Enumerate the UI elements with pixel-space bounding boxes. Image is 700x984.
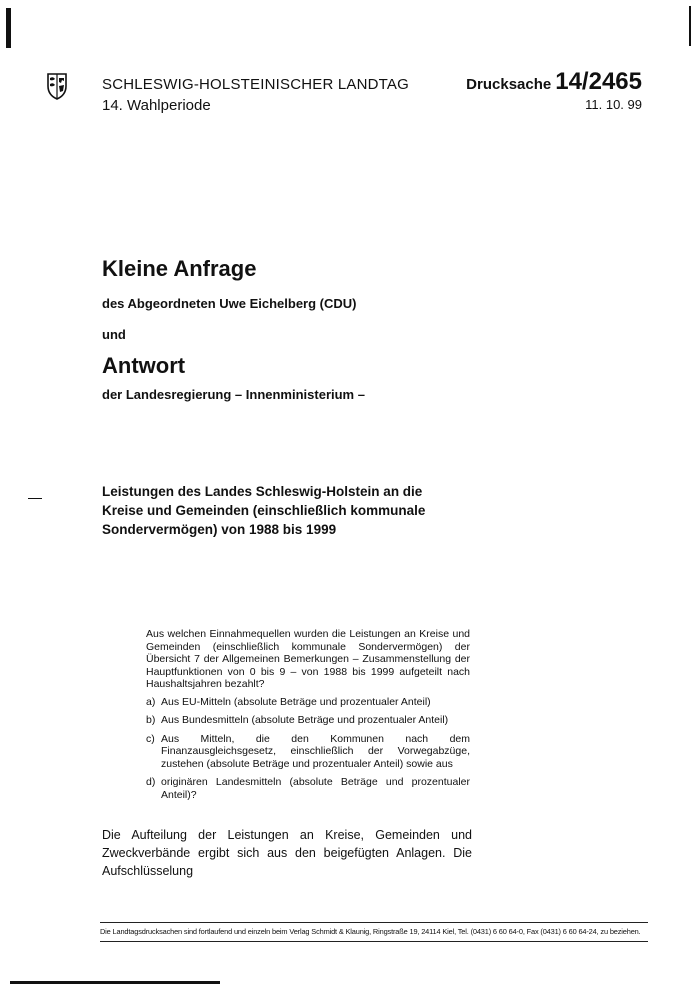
footer-rule-bottom (100, 941, 648, 942)
scan-mark-right (689, 6, 691, 46)
scan-mark-left (6, 8, 11, 48)
question-item-letter: c) (146, 732, 155, 745)
question-item-text: Aus EU-Mitteln (absolute Beträge und prozentualer Anteil) (161, 695, 431, 708)
question-item-text: originären Landesmitteln (absolute Beträge und prozentualer Anteil)? (161, 776, 470, 801)
conjunction: und (102, 327, 126, 342)
legislative-period: 14. Wahlperiode (102, 97, 211, 114)
title-answer: Antwort (102, 353, 186, 378)
question-item (146, 714, 470, 727)
question-item (146, 776, 470, 801)
margin-dash (28, 498, 42, 499)
respondent-line: der Landesregierung – Innenministerium – (102, 387, 365, 402)
footer-rule-top (100, 922, 648, 923)
question-item-letter: a) (146, 695, 156, 708)
document-date: 11. 10. 99 (585, 97, 642, 112)
parliament-name: SCHLESWIG-HOLSTEINISCHER LANDTAG (102, 76, 410, 93)
question-item-text: Aus Bundesmitteln (absolute Beträge und prozentualer Anteil) (161, 714, 449, 726)
question-intro: Aus welchen Einnahmequellen wurden die Leistungen an Kreise und Gemeinden (einschließlich kommunale Sondervermögen) der Übersicht 7 der Allgemeinen Bemerkungen – Zusammenstellung der Hauptfunktionen von 0 bis 9 – von 1988 bis 1999 aufgeteilt nach Haushaltsjahren bezahlt? (146, 628, 470, 690)
question-item (146, 696, 470, 709)
question-item-letter: d) (146, 776, 156, 788)
drucksache-label: Drucksache (466, 76, 552, 93)
subject-heading: Leistungen des Landes Schleswig-Holstein an die Kreise und Gemeinden (einschließlich kommunale Sondervermögen) von 1988 bis 1999 (102, 484, 426, 537)
title-request: Kleine Anfrage (102, 256, 257, 281)
drucksache-number: 14/2465 (555, 68, 642, 95)
question-item-letter: b) (146, 714, 156, 726)
question-item (146, 733, 470, 771)
question-block (146, 628, 470, 807)
footer-note: Die Landtagsdrucksachen sind fortlaufend und einzeln beim Verlag Schmidt & Klaunig, Ringstraße 19, 24114 Kiel, Tel. (0431) 6 60 64-0, Fax (0431) 6 60 64-24, zu beziehen. (100, 927, 641, 936)
coat-of-arms-logo (46, 72, 68, 100)
question-item-text: Aus Mitteln, die den Kommunen nach dem Finanzausgleichsgesetz, einschließlich der Vorwegabzüge, zustehen (absolute Beträge und prozentualer Anteil) sowie aus (161, 732, 470, 770)
drucksache-reference (466, 68, 642, 96)
answer-text: Die Aufteilung der Leistungen an Kreise, Gemeinden und Zweckverbände ergibt sich aus den beigefügten Anlagen. Die Aufschlüsselung (102, 828, 472, 878)
author-line: des Abgeordneten Uwe Eichelberg (CDU) (102, 296, 357, 311)
